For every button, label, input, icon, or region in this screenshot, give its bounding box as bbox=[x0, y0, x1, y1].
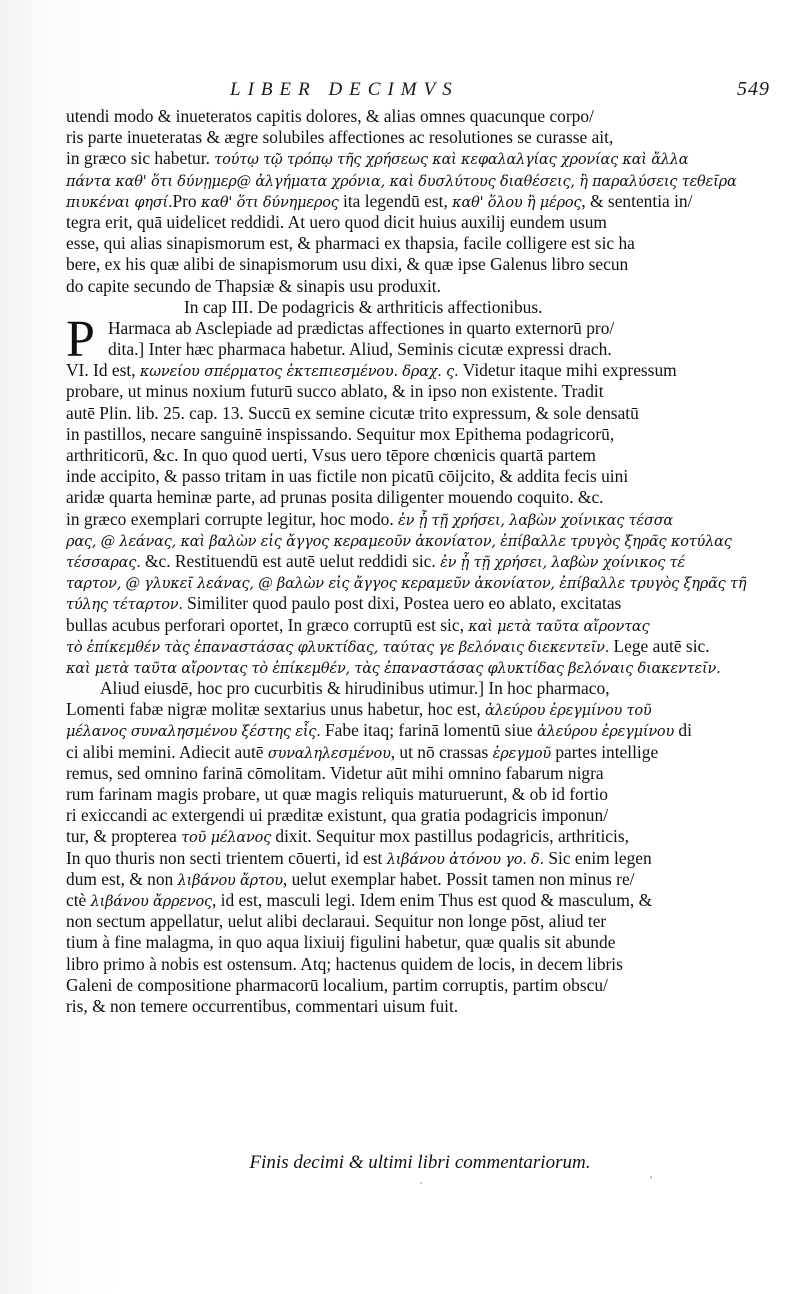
greek-quotation: ρας, @ λεάνας, καὶ βαλὼν εἰς ἄγγος κεραμεοῦν ἀκονίατον, ἐπίβαλλε τρυγὸς ξηρᾶς κοτύλας bbox=[66, 533, 732, 550]
text-line: bere, ex his quæ alibi de sinapismorum usu dixi, & quæ ipse Galenus libro secun bbox=[66, 254, 629, 275]
greek-quotation: πιυκέναι φησί. bbox=[66, 194, 173, 211]
text-line bbox=[66, 191, 766, 212]
text-line bbox=[66, 170, 766, 191]
drop-capital: P bbox=[66, 310, 95, 368]
greek-quotation: μέλανος συναλησμένου ξέστης εἷς. bbox=[66, 724, 321, 741]
text-line bbox=[66, 720, 766, 741]
text-line bbox=[66, 657, 766, 678]
text-line: tium à fine malagma, in quo aqua lixiuij figulini habetur, quæ qualis sit abunde bbox=[66, 932, 616, 953]
section-heading: In cap III. De podagricis & arthriticis affectionibus. bbox=[184, 296, 543, 317]
text-line bbox=[66, 826, 766, 847]
main-text-block bbox=[66, 106, 766, 1017]
text-line: tegra erit, quā uidelicet reddidi. At uero quod dicit huius auxilij eundem usum bbox=[66, 211, 607, 232]
text-line: esse, qui alias sinapismorum est, & pharmaci ex thapsia, facile colligere est sic ha bbox=[66, 233, 635, 254]
greek-quotation: ἐν ᾗ τῇ χρήσει, λαβὼν χοίνικας τέσσα bbox=[398, 512, 673, 529]
latin-text: Videtur itaque mihi expressum bbox=[458, 360, 677, 381]
text-line: in pastillos, necare sanguinē inspissando. Sequitur mox Epithema podagricorū, bbox=[66, 423, 615, 444]
text-line bbox=[66, 869, 766, 890]
paragraph bbox=[66, 678, 766, 1017]
text-line: ris parte inueteratas & ægre solubiles affectiones ac resolutiones se curasse ait, bbox=[66, 127, 614, 148]
latin-text: di bbox=[674, 720, 692, 741]
greek-quotation: καθ' ὅτι δύνημερος bbox=[200, 194, 339, 211]
greek-quotation: συναληλεσμένου bbox=[267, 745, 391, 762]
greek-quotation: λιβάνου ἄρρενος bbox=[90, 893, 212, 910]
text-line: aridæ quarta heminæ parte, ad prunas posita diligenter mouendo coquito. &c. bbox=[66, 487, 604, 508]
text-line bbox=[66, 699, 766, 720]
greek-quotation: ἐν ᾗ τῇ χρήσει, λαβὼν χοίνικος τέ bbox=[440, 554, 685, 571]
greek-quotation: τὸ ἐπίκεμθέν τὰς ἐπαναστάσας φλυκτίδας, ταύτας γε βελόναις διεκεντεῖν. bbox=[66, 639, 610, 656]
text-line bbox=[66, 551, 766, 572]
latin-text: partes intellige bbox=[550, 741, 659, 762]
text-line bbox=[66, 530, 766, 551]
text-line bbox=[66, 593, 766, 614]
latin-text: Lomenti fabæ nigræ molitæ sextarius unus habetur, hoc est, bbox=[66, 699, 486, 720]
paper-speck bbox=[650, 1176, 652, 1179]
text-line: rum farinam magis probare, ut quæ magis reliquis maturuerunt, & ob id fortio bbox=[66, 784, 608, 804]
latin-text: dum est, & non bbox=[66, 868, 178, 889]
text-line bbox=[66, 848, 766, 869]
latin-text: , ut nō crassas bbox=[390, 741, 493, 762]
text-line bbox=[66, 509, 766, 530]
latin-text: ci alibi memini. Adiecit autē bbox=[66, 741, 268, 762]
text-line bbox=[66, 615, 766, 636]
greek-quotation: κωνείου σπέρματος ἐκτεπιεσμένου. δραχ. ς. bbox=[139, 364, 459, 381]
latin-text: , id est, masculi legi. Idem enim Thus est quod & masculum, & bbox=[211, 889, 653, 910]
latin-text: , uelut exemplar habet. Possit tamen non minus re/ bbox=[282, 868, 635, 889]
greek-quotation: καθ' ὅλου ἢ μέρος bbox=[452, 194, 582, 211]
text-line: remus, sed omnino farinā cōmolitam. Videtur aūt mihi omnino fabarum nigra bbox=[66, 762, 604, 783]
latin-text: dixit. Sequitur mox pastillus podagricis, arthriticis, bbox=[271, 826, 629, 847]
text-line: libro primo à nobis est ostensum. Atq; hactenus quidem de locis, in decem libris bbox=[66, 953, 623, 974]
text-line: probare, ut minus noxium futurū succo ablato, & in ipso non existente. Tradit bbox=[66, 381, 604, 402]
latin-text: Lege autē sic. bbox=[609, 635, 710, 656]
greek-quotation: ταρτον, @ γλυκεῖ λεάνας, @ βαλὼν εἰς ἄγγος κεραμεῦν ἀκονίατον, ἐπίβαλλε τρυγὸς ξηρᾶς τῆ bbox=[66, 576, 747, 593]
greek-quotation: ἀλεύρου ἐρεγμίνου bbox=[537, 724, 675, 741]
text-line: autē Plin. lib. 25. cap. 13. Succū ex semine cicutæ trito expressum, & sole densatū bbox=[66, 402, 639, 423]
text-line: Harmaca ab Asclepiade ad prædictas affectiones in quarto externorū pro/ bbox=[108, 317, 615, 338]
greek-quotation: ἐρεγμοῦ bbox=[492, 745, 551, 762]
text-line: dita.] Inter hæc pharmaca habetur. Aliud, Seminis cicutæ expressi drach. bbox=[108, 339, 612, 360]
latin-text: bullas acubus perforari oportet, In græco corruptū est sic, bbox=[66, 614, 469, 635]
latin-text: &c. Restituendū est autē uelut reddidi sic. bbox=[140, 550, 441, 571]
greek-quotation: τέσσαρας. bbox=[66, 554, 141, 571]
text-line: ris, & non temere occurrentibus, commentari uisum fuit. bbox=[66, 995, 459, 1016]
greek-quotation: τοῦ μέλανος bbox=[181, 830, 272, 847]
text-line: non sectum appellatur, uelut alibi declaraui. Sequitur non longe pōst, aliud ter bbox=[66, 911, 607, 932]
latin-text: , & sententia in/ bbox=[581, 190, 693, 211]
text-line bbox=[66, 360, 766, 381]
running-head bbox=[230, 78, 770, 101]
latin-text: ita legendū est, bbox=[338, 190, 453, 211]
text-line: arthriticorū, &c. In quo quod uerti, Vsus uero tēpore chœnicis quartā partem bbox=[66, 445, 596, 465]
latin-text: Similiter quod paulo post dixi, Postea uero eo ablato, excitatas bbox=[182, 593, 622, 614]
latin-text: in græco sic habetur. bbox=[66, 148, 215, 169]
greek-quotation: λιβάνου ἄρτου bbox=[177, 872, 283, 889]
latin-text: ctè bbox=[66, 889, 91, 910]
text-line bbox=[66, 742, 766, 763]
paragraph bbox=[66, 310, 766, 678]
text-line bbox=[66, 636, 766, 657]
latin-text: Fabe itaq; farinā lomentū siue bbox=[320, 720, 537, 741]
latin-text: Pro bbox=[172, 190, 201, 211]
text-line: Aliud eiusdē, hoc pro cucurbitis & hirudinibus utimur.] In hoc pharmaco, bbox=[100, 678, 610, 699]
text-line bbox=[66, 572, 766, 593]
text-line: inde accipito, & passo tritam in uas fictile non picatū cōijcito, & addita fecis uini bbox=[66, 466, 629, 487]
latin-text: Sic enim legen bbox=[544, 847, 652, 868]
greek-quotation: τύλης τέταρτον. bbox=[66, 597, 183, 614]
running-title: LIBER DECIMVS bbox=[230, 79, 459, 100]
page-number: 549 bbox=[737, 78, 770, 100]
paper-speck bbox=[420, 1182, 422, 1184]
text-line: ri exiccandi ac extergendi ui præditæ existunt, qua gratia podagricis imponun/ bbox=[66, 805, 609, 826]
latin-text: tur, & propterea bbox=[66, 826, 182, 847]
colophon: Finis decimi & ultimi libri commentariorum. bbox=[249, 1152, 591, 1173]
greek-quotation: λιβάνου ἀτόνου γο. δ. bbox=[386, 851, 544, 868]
latin-text: In quo thuris non secti trientem cōuerti, id est bbox=[66, 847, 387, 868]
latin-text: in græco exemplari corrupte legitur, hoc modo. bbox=[66, 508, 399, 529]
text-line: do capite secundo de Thapsiæ & sinapis usu produxit. bbox=[66, 275, 441, 296]
greek-quotation: ἀλεύρου ἐρεγμίνου τοῦ bbox=[485, 703, 652, 720]
text-line bbox=[66, 148, 766, 169]
greek-quotation: τούτῳ τῷ τρόπῳ τῆς χρήσεως καὶ κεφαλαλγίας χρονίας καὶ ἄλλα bbox=[214, 152, 689, 169]
text-line: Galeni de compositione pharmacorū localium, partim corruptis, partim obscu/ bbox=[66, 974, 608, 995]
latin-text: VI. Id est, bbox=[66, 360, 140, 381]
text-line: utendi modo & inueteratos capitis dolores, & alias omnes quacunque corpo/ bbox=[66, 106, 594, 126]
text-line bbox=[66, 890, 766, 911]
greek-quotation: καὶ μετὰ ταῦτα αἴροντας τὸ ἐπίκεμθέν, τὰς ἐπαναστάσας φλυκτίδας βελόναις διακεντεῖν. bbox=[66, 660, 721, 677]
greek-quotation: καὶ μετὰ ταῦτα αἴροντας bbox=[468, 618, 650, 635]
greek-quotation: πάντα καθ' ὅτι δύνῃμερ@ ἀλγήματα χρόνια, καὶ δυσλύτους διαθέσεις, ἢ παραλύσεις τεθεῖρα bbox=[66, 173, 737, 190]
paragraph bbox=[66, 106, 766, 297]
